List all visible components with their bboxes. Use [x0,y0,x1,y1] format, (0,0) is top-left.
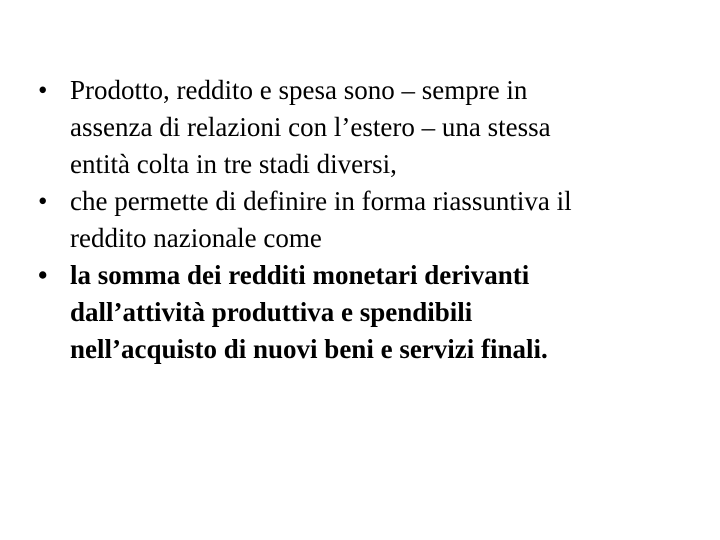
bullet-3-line-3: nell’acquisto di nuovi beni e servizi finali. [70,334,548,364]
bullet-item-2 [38,183,698,257]
bullet-2-line-2: reddito nazionale come [70,223,322,253]
bullet-1-line-3: entità colta in tre stadi diversi, [70,149,397,179]
bullet-1-line-2: assenza di relazioni con l’estero – una stessa [70,112,551,142]
bullet-list [38,72,698,368]
bullet-mark: • [38,186,48,216]
bullet-mark: • [38,260,48,290]
bullet-mark: • [38,75,48,105]
bullet-item-1 [38,72,698,183]
bullet-2-line-1: che permette di definire in forma riassuntiva il [70,186,572,216]
bullet-3-line-2: dall’attività produttiva e spendibili [70,297,473,327]
bullet-item-3 [38,257,698,368]
bullet-1-line-1: Prodotto, reddito e spesa sono – sempre in [70,75,528,105]
bullet-3-line-1: la somma dei redditi monetari derivanti [70,260,530,290]
